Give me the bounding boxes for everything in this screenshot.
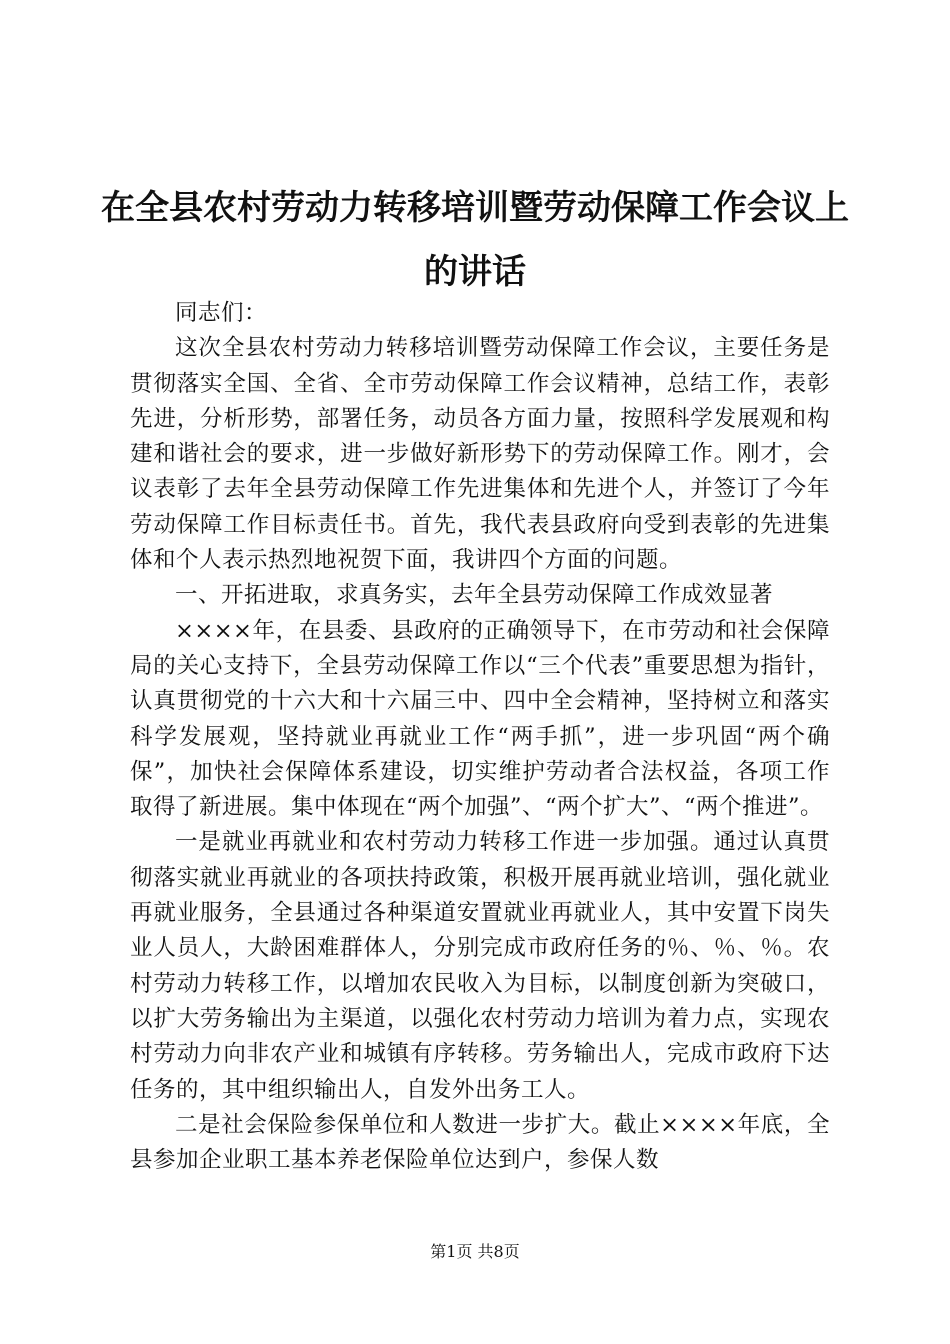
document-title: 在全县农村劳动力转移培训暨劳动保障工作会议上的讲话 — [101, 188, 849, 292]
paragraph-employment: 一是就业再就业和农村劳动力转移工作进一步加强。通过认真贯彻落实就业再就业的各项扶持政策，积极开展再就业培训，强化就业再就业服务，全县通过各种渠道安置就业再就业人，其中安置下岗失业人员人，大龄困难群体人，分别完成市政府任务的％、％、％。农村劳动力转移工作，以增加农民收入为目标，以制度创新为突破口，以扩大劳务输出为主渠道，以强化农村劳动力培训为着力点，实现农村劳动力向非农产业和城镇有序转移。劳务输出人，完成市政府下达任务的，其中组织输出人，自发外出务工人。 — [130, 829, 830, 1103]
paragraph-intro: 这次全县农村劳动力转移培训暨劳动保障工作会议，主要任务是贯彻落实全国、全省、全市劳动保障工作会议精神，总结工作，表彰先进，分析形势，部署任务，动员各方面力量，按照科学发展观和构建和谐社会的要求，进一步做好新形势下的劳动保障工作。刚才，会议表彰了去年全县劳动保障工作先进集体和先进个人，并签订了今年劳动保障工作目标责任书。首先，我代表县政府向受到表彰的先进集体和个人表示热烈地祝贺下面，我讲四个方面的问题。 — [130, 335, 830, 574]
document-body — [130, 296, 830, 1178]
section-heading-1: 一、开拓进取，求真务实，去年全县劳动保障工作成效显著 — [175, 582, 774, 609]
paragraph-summary: ××××年，在县委、县政府的正确领导下，在市劳动和社会保障局的关心支持下，全县劳动保障工作以“三个代表”重要思想为指针，认真贯彻党的十六大和十六届三中、四中全会精神，坚持树立和落实科学发展观，坚持就业再就业工作“两手抓”，进一步巩固“两个确保”，加快社会保障体系建设，切实维护劳动者合法权益，各项工作取得了新进展。集中体现在“两个加强”、“两个扩大”、“两个推进”。 — [130, 617, 830, 821]
paragraph-insurance: 二是社会保险参保单位和人数进一步扩大。截止××××年底，全县参加企业职工基本养老保险单位达到户，参保人数 — [130, 1111, 830, 1174]
salutation: 同志们： — [175, 300, 268, 326]
page-footer: 第1页 共8页 — [430, 1242, 520, 1261]
